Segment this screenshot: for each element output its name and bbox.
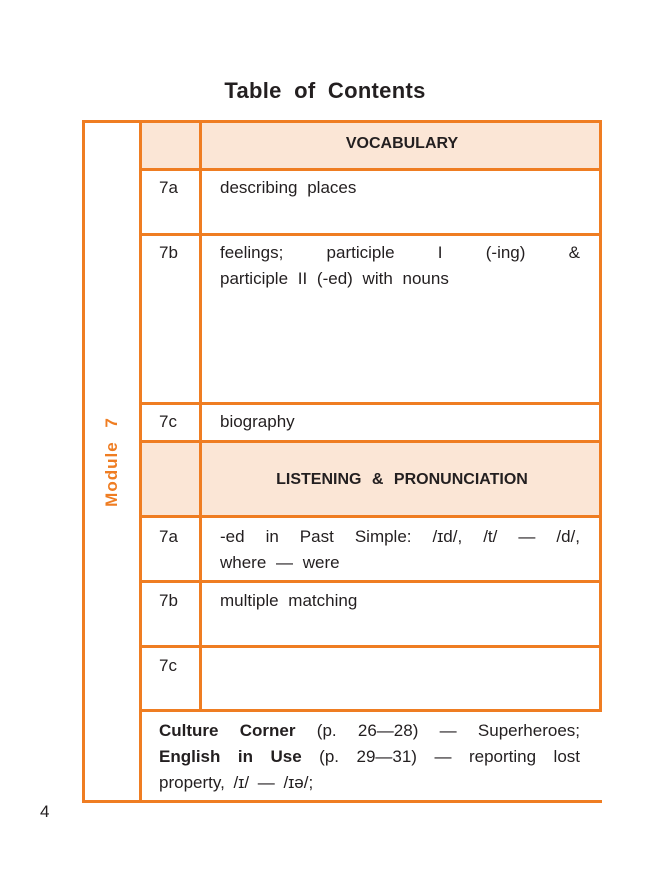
english-in-use-pages: (p. 29—31) — reporting lost property, /ɪ/ — /ɪə/; bbox=[159, 747, 580, 792]
row-description bbox=[220, 175, 580, 201]
row-description bbox=[220, 240, 580, 292]
row-code: 7a bbox=[159, 178, 178, 197]
module-label-text: Module 7 bbox=[102, 416, 122, 507]
page-title: Table of Contents bbox=[224, 78, 426, 103]
row-divider bbox=[139, 440, 602, 443]
table-border-right bbox=[599, 120, 602, 711]
culture-corner-pages: (p. 26—28) — Superheroes; bbox=[295, 721, 580, 740]
row-code: 7c bbox=[159, 412, 177, 431]
table-border-bottom bbox=[82, 800, 602, 803]
culture-corner-title: Culture Corner bbox=[159, 721, 296, 740]
section-heading-vocabulary: VOCABULARY bbox=[345, 135, 459, 152]
module-column-border bbox=[139, 120, 142, 803]
row-line: biography bbox=[220, 412, 295, 431]
row-divider bbox=[139, 580, 602, 583]
row-divider bbox=[139, 233, 602, 236]
row-code: 7b bbox=[159, 243, 178, 262]
row-divider bbox=[139, 402, 602, 405]
row-line: multiple matching bbox=[220, 591, 358, 610]
english-in-use-title: English in Use bbox=[159, 747, 302, 766]
row-code: 7a bbox=[159, 527, 178, 546]
row-description bbox=[220, 409, 580, 435]
row-line: where — were bbox=[220, 553, 340, 572]
row-line: -ed in Past Simple: /ɪd/, /t/ — /d/, bbox=[220, 527, 580, 546]
row-line: participle II (-ed) with nouns bbox=[220, 269, 449, 288]
row-divider bbox=[139, 645, 602, 648]
row-line: describing places bbox=[220, 178, 357, 197]
section-heading-listening: LISTENING & PRONUNCIATION bbox=[276, 471, 528, 488]
row-divider bbox=[139, 515, 602, 518]
row-divider bbox=[139, 709, 602, 712]
row-code: 7c bbox=[159, 656, 177, 675]
row-divider bbox=[139, 168, 602, 171]
row-line: feelings; participle I (-ing) & bbox=[220, 243, 580, 262]
page-number: 4 bbox=[40, 802, 50, 821]
row-code: 7b bbox=[159, 591, 178, 610]
code-column-border-top bbox=[199, 120, 202, 711]
row-description bbox=[220, 524, 580, 576]
module-label bbox=[85, 120, 139, 803]
table-border-top bbox=[82, 120, 602, 123]
module-footer-note bbox=[159, 718, 580, 796]
row-description bbox=[220, 588, 580, 614]
